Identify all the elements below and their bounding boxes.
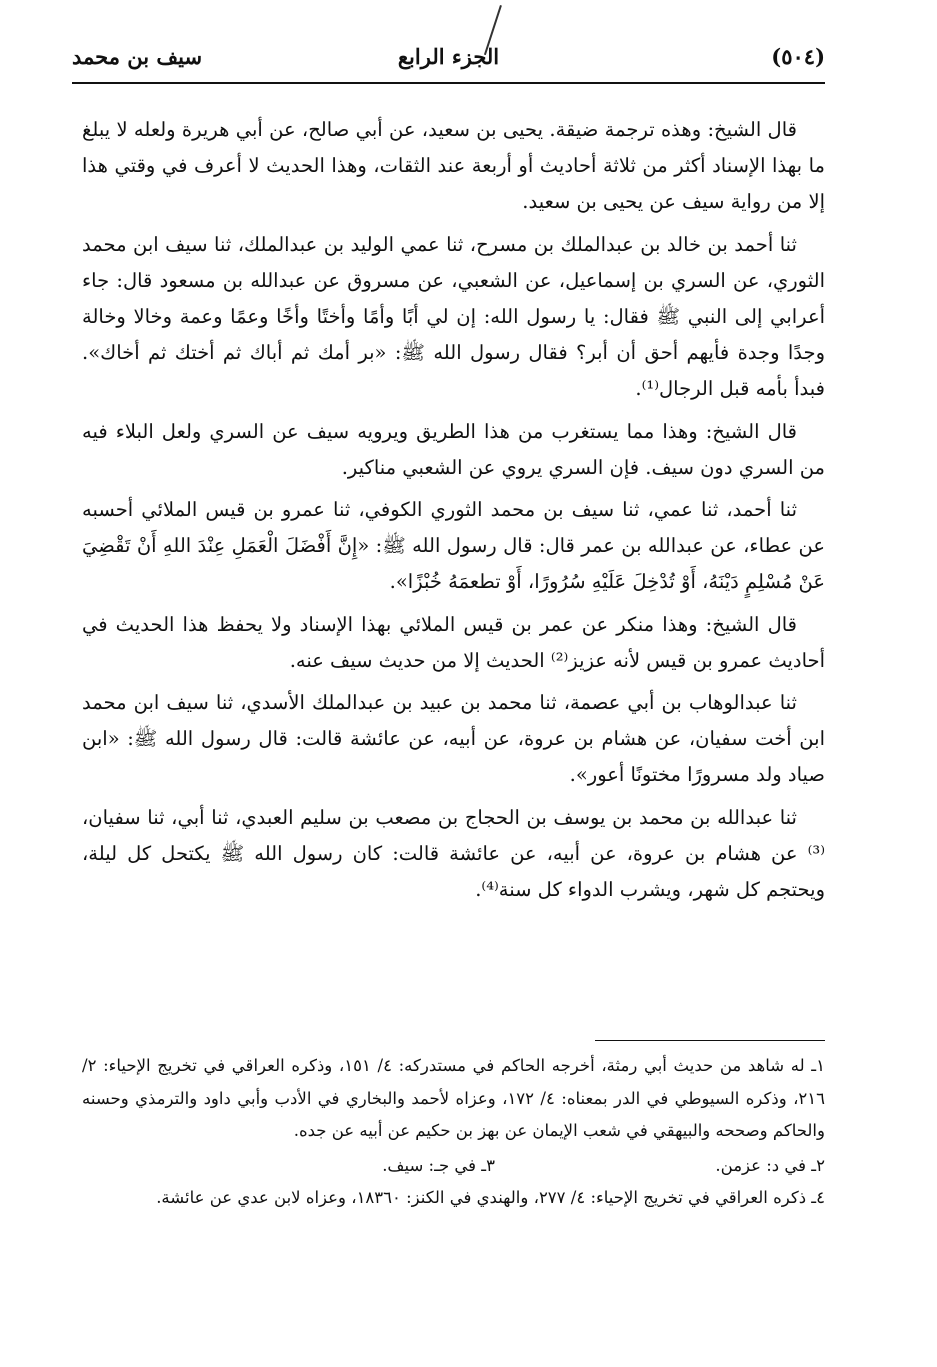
running-header [72,42,825,84]
footnote-row [82,1150,825,1183]
footnote-3: ٣ـ في جـ: سيف. [382,1155,495,1175]
footnote-2: ٢ـ في د: عزمن. [715,1155,825,1175]
paragraph: قال الشيخ: وهذا مما يستغرب من هذا الطريق ويرويه سيف عن السري ولعل البلاء فيه من السري دون سيف. فإن السري يروي عن الشعبي مناكير. [82,419,825,479]
footnote-divider [595,1040,825,1041]
paragraph: ثنا عبدالله بن محمد بن يوسف بن الحجاج بن مصعب بن سليم العبدي، ثنا أبي، ثنا سفيان،⁽³⁾ عن هشام بن عروة، عن أبيه، عن عائشة قالت: كان رسول الله ﷺ يكتحل كل ليلة، ويحتجم كل شهر، ويشرب الدواء كل سنة⁽⁴⁾. [82,805,825,902]
footnote-1: ١ـ له شاهد من حديث أبي رمثة، أخرجه الحاكم في مستدركه: ٤/ ١٥١، وذكره العراقي في تخريج الإحياء: ٢/ ٢١٦، وذكره السيوطي في الدر بمعناه: ٤/ ١٧٢، وعزاه لأحمد والبخاري في الأدب وأبي داود والترمذي وحسنه والحاكم وصححه والبيهقي في شعب الإيمان عن بهز بن حكيم عن أبيه عن جده. [82,1056,825,1140]
header-page-number: (٥٠٤) [771,44,825,69]
paragraph: ثنا أحمد، ثنا عمي، ثنا سيف بن محمد الثوري الكوفي، ثنا عمرو بن قيس الملائي أحسبه عن عطاء، عن عبدالله بن عمر قال: قال رسول الله ﷺ: «إِنَّ أَفْضَلَ الْعَمَلِ عِنْدَ اللهِ أَنْ تَقْضِيَ عَنْ مُسْلِمٍ دَيْنَهُ، أَوْ تُدْخِلَ عَلَيْهِ سُرُورًا، أَوْ تطعمَهُ خُبْزًا». [82,498,825,594]
paragraph: قال الشيخ: وهذا منكر عن عمر بن قيس الملائي بهذا الإسناد ولا يحفظ هذا الحديث في أحاديث عمرو بن قيس لأنه عزيز⁽²⁾ الحديث إلا من حديث سيف عنه. [82,612,825,672]
paragraph: قال الشيخ: وهذه ترجمة ضيقة. يحيى بن سعيد، عن أبي صالح، عن أبي هريرة ولعله لا يبلغ ما بهذا الإسناد أكثر من ثلاثة أحاديث أو أربعة عند الثقات، وهذا الحديث لا أعرف في وقتي هذا إلا من رواية سيف عن يحيى بن سعيد. [82,118,825,214]
footnotes [82,1050,825,1217]
header-name: سيف بن محمد [72,44,203,69]
main-text [82,112,825,914]
header-volume: الجزء الرابع [397,44,500,69]
footnote-4: ٤ـ ذكره العراقي في تخريج الإحياء: ٤/ ٢٧٧، والهندي في الكنز: ١٨٣٦٠، وعزاه لابن عدي عن عائشة. [156,1188,825,1207]
paragraph: ثنا عبدالوهاب بن أبي عصمة، ثنا محمد بن عبيد بن عبدالملك الأسدي، ثنا سيف ابن محمد ابن أخت سفيان، عن هشام بن عروة، عن أبيه، عن عائشة قالت: قال رسول الله ﷺ: «ابن صياد ولد مسرورًا مختونًا أعور». [82,691,825,787]
paragraph: ثنا أحمد بن خالد بن عبدالملك بن مسرح، ثنا عمي الوليد بن عبدالملك، ثنا سيف ابن محمد الثوري، عن السري بن إسماعيل، عن الشعبي، عن مسروق عن عبدالله بن مسعود قال: جاء أعرابي إلى النبي ﷺ فقال: يا رسول الله: إن لي أبًا وأمًا وأختًا وأخًا وعمًا وعمة وخالا وخالة وجدًا وجدة فأيهم أحق أن أبر؟ فقال رسول الله ﷺ: «بر أمك ثم أباك ثم أختك ثم أخاك». فبدأ بأمه قبل الرجال⁽¹⁾. [82,232,825,401]
